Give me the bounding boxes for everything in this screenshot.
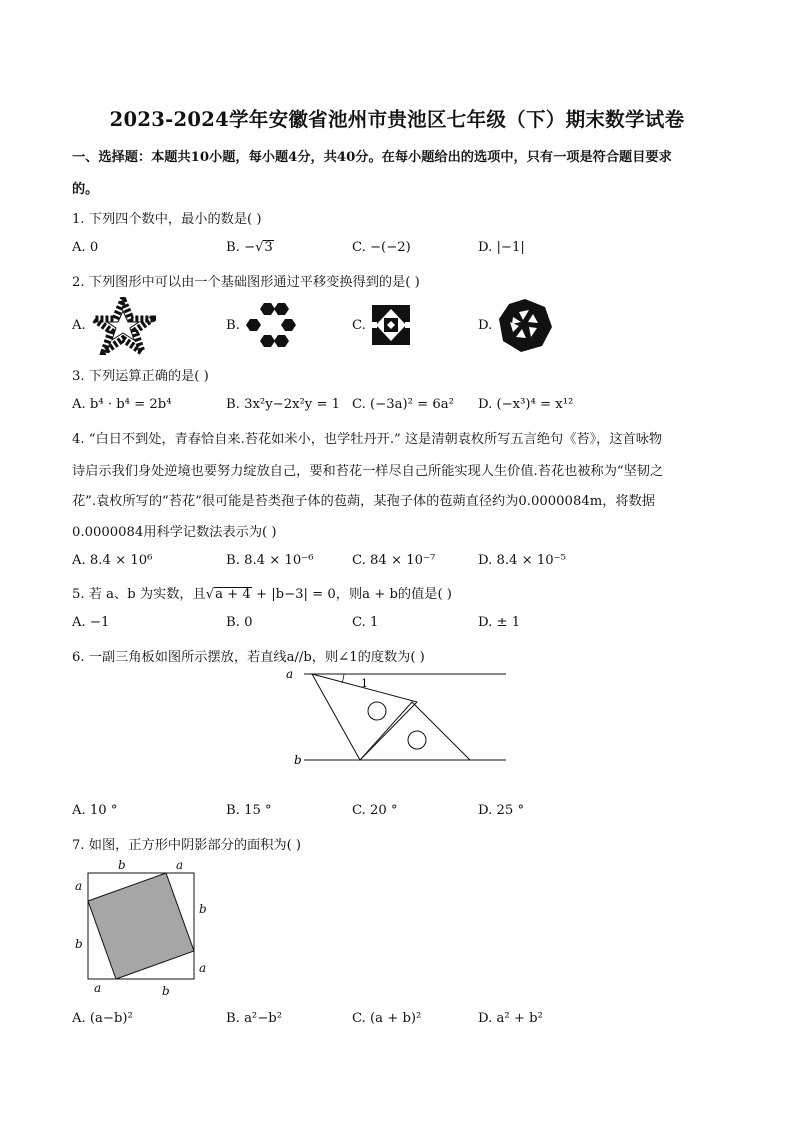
section-instructions-cont: 的。 (72, 182, 99, 197)
section-instructions: 一、选择题：本题共10小题，每小题4分，共40分。在每小题给出的选项中，只有一项是符合题目要求 (72, 150, 672, 165)
label-b: b (294, 753, 302, 767)
triangle-rulers-figure (280, 664, 510, 772)
label-bottom-b: b (162, 984, 170, 998)
hexagon-ring-figure (243, 301, 299, 351)
question-1-stem: 1. 下列四个数中，最小的数是( ) (72, 212, 262, 227)
question-4-line-1: 4. “白日不到处，青春恰自来.苔花如米小，也学牡丹开.” 这是清朝袁枚所写五言绝句《苔》，这首咏物 (72, 432, 663, 447)
q5-option-a: A. −1 (72, 615, 110, 630)
q1-option-b-radicand: 3 (264, 240, 273, 255)
question-4-line-2: 诗启示我们身处逆境也要努力绽放自己，要和苔花一样尽自己所能实现人生价值.苔花也被称为“坚韧之 (72, 464, 664, 479)
q4-option-b: B. 8.4 × 10⁻⁶ (226, 553, 314, 568)
label-left-a: a (75, 879, 83, 893)
shaded-square (88, 873, 194, 979)
q3-option-c: C. (−3a)² = 6a² (352, 397, 454, 412)
label-a: a (286, 667, 294, 681)
q6-option-b: B. 15 ° (226, 803, 272, 818)
q1-option-c: C. −(−2) (352, 240, 411, 255)
square-area-figure (70, 855, 215, 1000)
angle-1-label: 1 (361, 677, 368, 690)
q3-option-a: A. b⁴ · b⁴ = 2b⁴ (72, 397, 172, 412)
q5-option-b: B. 0 (226, 615, 253, 630)
q5-radicand: a + 4 (215, 587, 251, 602)
label-top-b: b (118, 858, 126, 872)
question-5-stem (72, 583, 452, 602)
label-bottom-a: a (94, 981, 102, 995)
label-right-a: a (199, 961, 207, 975)
q6-option-d: D. 25 ° (478, 803, 525, 818)
label-right-b: b (199, 902, 207, 916)
q3-option-d: D. (−x³)⁴ = x¹² (478, 397, 574, 412)
q1-option-b-prefix: B. − (226, 240, 256, 255)
question-6-stem: 6. 一副三角板如图所示摆放，若直线a//b，则∠1的度数为( ) (72, 650, 425, 665)
q1-option-a: A. 0 (72, 240, 99, 255)
q1-option-d: D. |−1| (478, 240, 525, 255)
question-4-line-4: 0.0000084用科学记数法表示为( ) (72, 525, 277, 540)
question-3-stem: 3. 下列运算正确的是( ) (72, 369, 209, 384)
q2-option-d: D. (478, 318, 493, 333)
q7-option-b: B. a²−b² (226, 1011, 283, 1026)
label-left-b: b (75, 937, 83, 951)
q4-option-d: D. 8.4 × 10⁻⁵ (478, 553, 566, 568)
question-2-stem: 2. 下列图形中可以由一个基础图形通过平移变换得到的是( ) (72, 275, 420, 290)
star-strip-figure (90, 297, 156, 355)
q6-option-a: A. 10 ° (72, 803, 118, 818)
page-title: 2023-2024学年安徽省池州市贵池区七年级（下）期末数学试卷 (109, 108, 685, 131)
square-frame-figure (370, 303, 412, 347)
q2-option-a: A. (72, 318, 86, 333)
sqrt-sign: √ (205, 587, 215, 602)
q1-option-b (226, 240, 274, 255)
sqrt-sign: √ (255, 240, 264, 255)
q3-option-b: B. 3x²y−2x²y = 1 (226, 397, 341, 412)
q5-option-d: D. ± 1 (478, 615, 521, 630)
question-7-stem: 7. 如图，正方形中阴影部分的面积为( ) (72, 838, 302, 853)
q7-option-c: C. (a + b)² (352, 1011, 422, 1026)
q4-option-c: C. 84 × 10⁻⁷ (352, 553, 436, 568)
q4-option-a: A. 8.4 × 10⁶ (72, 553, 153, 568)
label-top-a: a (176, 858, 184, 872)
q2-option-b: B. (226, 318, 240, 333)
question-4-line-3: 花”.袁枚所写的“苔花”很可能是苔类孢子体的苞蒴，某孢子体的苞蒴直径约为0.0000084m，将数据 (72, 494, 655, 509)
q5-option-c: C. 1 (352, 615, 379, 630)
q7-option-a: A. (a−b)² (72, 1011, 133, 1026)
q5-stem-pre: 5. 若 a、b 为实数，且 (72, 587, 206, 602)
q6-option-c: C. 20 ° (352, 803, 398, 818)
aperture-figure (497, 297, 553, 353)
q5-stem-post: + |b−3| = 0，则a + b的值是( ) (251, 587, 452, 602)
q2-option-c: C. (352, 318, 366, 333)
q7-option-d: D. a² + b² (478, 1011, 543, 1026)
